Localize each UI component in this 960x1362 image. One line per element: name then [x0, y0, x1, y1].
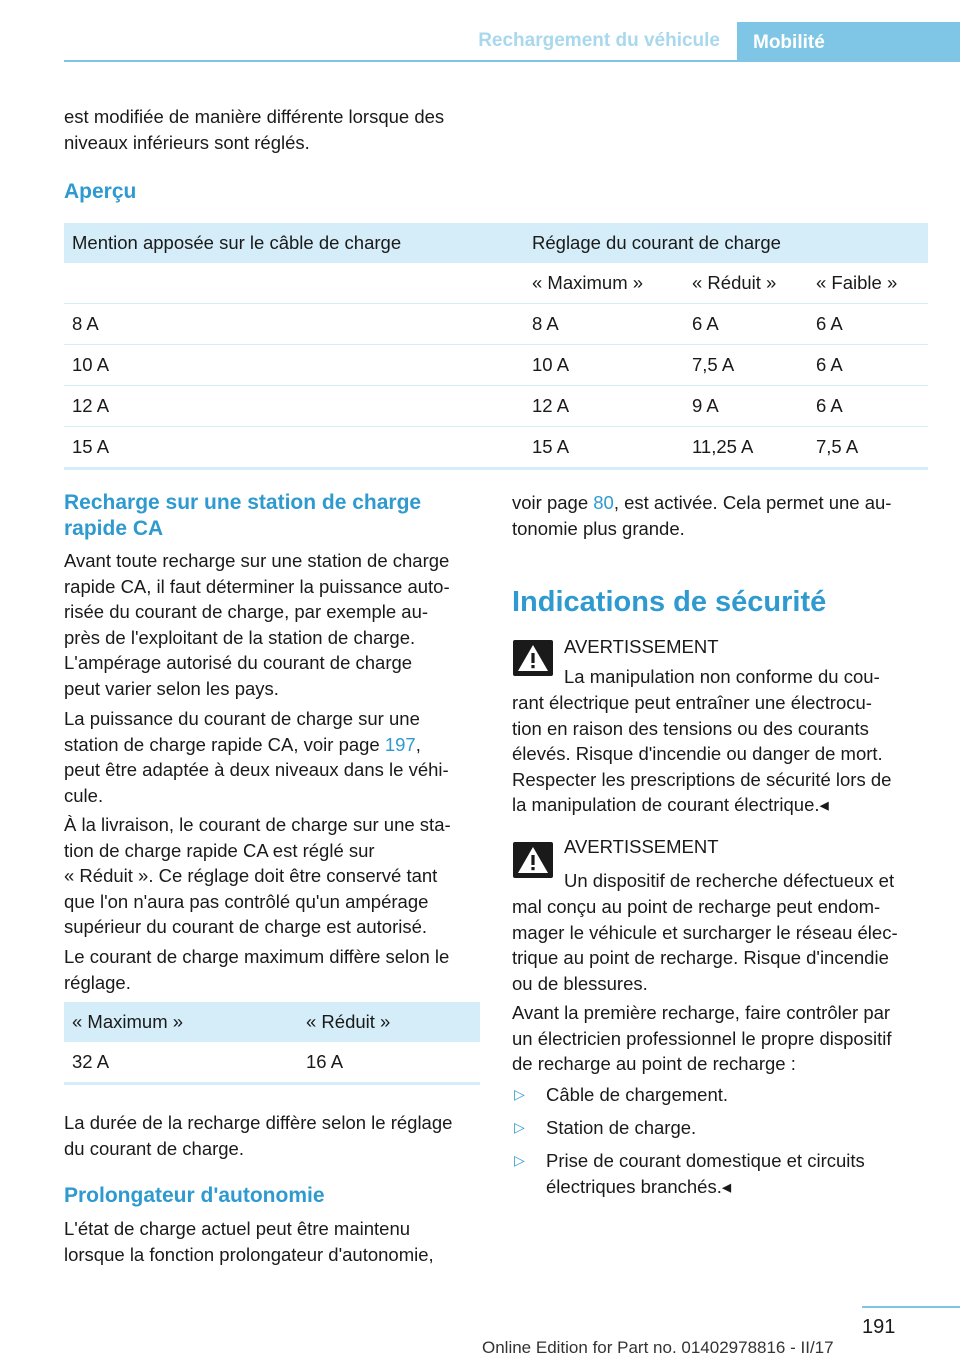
table-cell: 7,5 A — [808, 427, 928, 469]
text-line: rant électrique peut entraîner une électrocu‐ — [512, 692, 872, 713]
paragraph-4 — [64, 944, 494, 995]
bullet-icon: ▷ — [514, 1119, 525, 1135]
text-line: L'ampérage autorisé du courant de charge — [64, 652, 413, 673]
warning-1-body — [512, 690, 932, 818]
table-cell: 32 A — [64, 1042, 298, 1084]
paragraph-2 — [64, 706, 494, 808]
running-header-section: Rechargement du véhicule — [478, 30, 720, 51]
table-header-row — [64, 1002, 480, 1042]
intro-paragraph: est modifiée de manière différente lorsque des niveaux inférieurs sont réglés. — [64, 106, 445, 153]
table-subheader-row — [64, 263, 928, 304]
continuation-paragraph — [512, 490, 932, 541]
text-line: peut être adaptée à deux niveaux dans le véhi‐ — [64, 759, 449, 780]
table-row — [64, 427, 928, 469]
table-cell: 15 A — [64, 427, 524, 469]
text-line: peut varier selon les pays. — [64, 677, 279, 699]
table-cell: 6 A — [808, 386, 928, 427]
text-line: risée du courant de charge, par exemple au‐ — [64, 601, 429, 622]
text-line: près de l'exploitant de la station de charge. — [64, 626, 416, 648]
text-line: lorsque la fonction prolongateur d'autonomie, — [64, 1243, 434, 1265]
table-row — [64, 304, 928, 345]
list-item: Câble de chargement. — [546, 1084, 729, 1105]
text-line: Avant la première recharge, faire contrôler par — [512, 1002, 891, 1023]
max-current-table — [64, 1002, 480, 1085]
footer-rule — [862, 1306, 960, 1308]
text-line: mager le véhicule et surcharger le réseau élec‐ — [512, 921, 898, 943]
text-line: mal conçu au point de recharge peut endom‐ — [512, 896, 881, 917]
subheader-maximum: « Maximum » — [524, 263, 684, 304]
apercu-heading: Aperçu — [64, 180, 137, 203]
text-line: supérieur du courant de charge est autorisé. — [64, 916, 428, 937]
warning-2-body — [512, 894, 932, 996]
text-line: Avant toute recharge sur une station de charge — [64, 550, 450, 571]
page-number: 191 — [862, 1316, 896, 1338]
text-line: rapide CA, il faut déterminer la puissance auto‐ — [64, 575, 450, 597]
table-cell: 15 A — [524, 427, 684, 469]
heading-line: Recharge sur une station de charge — [64, 491, 422, 514]
table-cell: 16 A — [298, 1042, 480, 1084]
text-line: tonomie plus grande. — [512, 517, 685, 539]
text-line: du courant de charge. — [64, 1137, 244, 1159]
text-line: À la livraison, le courant de charge sur une sta‐ — [64, 814, 451, 835]
table-cell: 8 A — [64, 304, 524, 345]
running-header-tab: Mobilité — [737, 22, 960, 62]
text-line: Le courant de charge maximum diffère selon le — [64, 946, 450, 967]
subheader-faible: « Faible » — [808, 263, 928, 304]
header-rule — [64, 60, 960, 62]
text-line: de recharge au point de recharge : — [512, 1053, 796, 1074]
bullet-icon: ▷ — [514, 1152, 525, 1168]
table-cell: 8 A — [524, 304, 684, 345]
text-line: électriques branchés.◂ — [546, 1175, 732, 1197]
text-line: Prise de courant domestique et circuits — [546, 1150, 865, 1171]
list-item — [546, 1148, 865, 1199]
charge-current-table — [64, 223, 928, 470]
table-header-reduit: « Réduit » — [306, 1011, 391, 1032]
page-link-80[interactable]: 80 — [593, 492, 614, 513]
warning-2-line: Un dispositif de recherche défectueux et — [564, 870, 895, 891]
warning-1-title: AVERTISSEMENT — [564, 636, 719, 657]
text-line: que l'on n'aura pas contrôlé qu'un ampérage — [64, 890, 429, 912]
text-line: la manipulation de courant électrique.◂ — [512, 794, 829, 815]
text-line: station de charge rapide CA, voir page 197, — [64, 733, 421, 755]
table-cell: 10 A — [524, 345, 684, 386]
table-cell: 7,5 A — [684, 345, 808, 386]
warning-2-title: AVERTISSEMENT — [564, 836, 719, 857]
table-header-cable: Mention apposée sur le câble de charge — [72, 232, 402, 253]
table-cell: 6 A — [808, 345, 928, 386]
table-row — [64, 386, 928, 427]
text-line: « Réduit ». Ce réglage doit être conservé tant — [64, 865, 438, 886]
text-line: élevés. Risque d'incendie ou danger de mort. — [512, 743, 883, 764]
warning-1-line: La manipulation non conforme du cou‐ — [564, 666, 880, 687]
table-cell: 9 A — [684, 386, 808, 427]
table-cell: 6 A — [808, 304, 928, 345]
table-row — [64, 345, 928, 386]
text-line: ou de blessures. — [512, 972, 648, 994]
heading-prolongateur: Prolongateur d'autonomie — [64, 1184, 325, 1207]
text-line: tion en raison des tensions ou des courants — [512, 717, 869, 739]
table-header-setting: Réglage du courant de charge — [532, 232, 781, 253]
table-cell: 12 A — [524, 386, 684, 427]
text-line: L'état de charge actuel peut être maintenu — [64, 1218, 411, 1239]
heading-securite: Indications de sécurité — [512, 586, 827, 618]
text-line: trique au point de recharge. Risque d'incendie — [512, 947, 889, 968]
page-link-197[interactable]: 197 — [384, 733, 416, 755]
text-line: tion de charge rapide CA est réglé sur — [64, 839, 375, 861]
table-cell: 11,25 A — [684, 427, 808, 469]
text-line: La durée de la recharge diffère selon le réglage — [64, 1112, 453, 1133]
heading-line: rapide CA — [64, 517, 164, 540]
text-line: voir page 80, est activée. Cela permet une au‐ — [512, 492, 892, 513]
paragraph-5 — [64, 1110, 494, 1161]
edition-footer: Online Edition for Part no. 01402978816 - II/17 — [482, 1338, 834, 1357]
heading-recharge-ca — [64, 490, 421, 542]
text-line: cule. — [64, 784, 104, 806]
table-row — [64, 1042, 480, 1084]
text-line: La puissance du courant de charge sur une — [64, 708, 420, 729]
bullet-icon: ▷ — [514, 1086, 525, 1102]
list-item: Station de charge. — [546, 1117, 697, 1138]
text-line: réglage. — [64, 971, 131, 993]
paragraph-after-warnings — [512, 1000, 932, 1077]
table-cell: 12 A — [64, 386, 524, 427]
paragraph-1 — [64, 548, 494, 701]
table-cell: 6 A — [684, 304, 808, 345]
table-header-maximum: « Maximum » — [72, 1011, 184, 1032]
table-header-row — [64, 223, 928, 263]
text-line: un électricien professionnel le propre dispositif — [512, 1027, 892, 1049]
table-cell: 10 A — [64, 345, 524, 386]
paragraph-3 — [64, 812, 494, 940]
subheader-reduit: « Réduit » — [684, 263, 808, 304]
text-line: Respecter les prescriptions de sécurité lors de — [512, 768, 892, 790]
warning-icon — [513, 640, 553, 676]
paragraph-6 — [64, 1216, 494, 1267]
warning-icon — [513, 842, 553, 878]
